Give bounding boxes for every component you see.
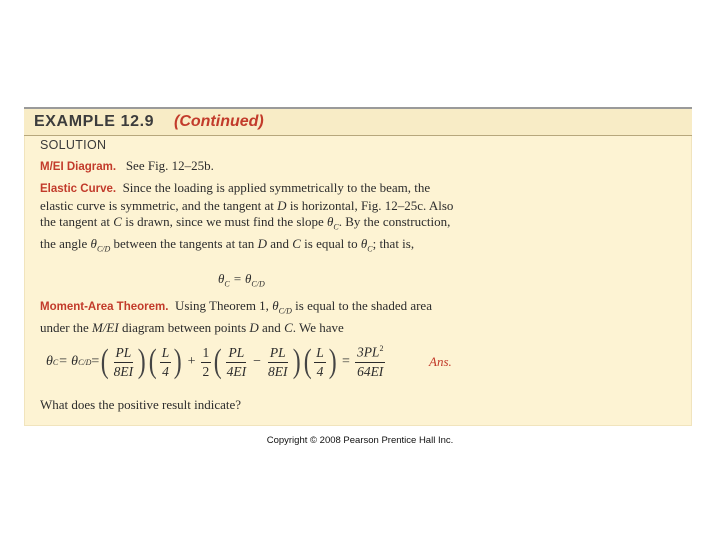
eq2-theta-cd-sub: C/D	[78, 357, 92, 367]
moment-c: C	[284, 320, 293, 336]
example-panel	[24, 107, 692, 426]
mei-diagram-paragraph	[40, 158, 460, 176]
theta-cd-sub: C/D	[96, 244, 111, 254]
theta-c2: θ	[360, 236, 368, 252]
elastic-c2: C	[292, 236, 301, 252]
moment-area-heading: Moment-Area Theorem.	[40, 301, 169, 313]
moment-text-3: diagram between points	[118, 320, 250, 336]
eq1-lhs: θ	[218, 271, 225, 286]
eq1-rhs-sub: C/D	[251, 279, 265, 289]
moment-text-2: is equal to the shaded area under the	[40, 298, 432, 336]
eq1-rhs: = θ	[229, 271, 252, 286]
elastic-text-3: is drawn, since we must find the slope	[121, 214, 328, 229]
frac-result: $\frac{3PL^2}{64EI}$	[356, 344, 384, 379]
eq2-plus: +	[187, 354, 196, 369]
frac-pl-8ei: $\frac{PL}{8EI}$	[113, 344, 134, 379]
eq2-theta: θ	[46, 354, 53, 369]
frac-pl-4ei: $\frac{PL}{4EI}$	[226, 344, 247, 379]
mei-diagram-text: See Fig. 12–25b.	[125, 158, 214, 173]
elastic-c: C	[113, 214, 122, 229]
eq1-lhs-sub: C	[224, 279, 230, 289]
copyright-notice: Copyright © 2008 Pearson Prentice Hall Inc.	[266, 435, 454, 446]
moment-theta: θ	[272, 298, 279, 313]
eq2-theta-cd: = θ	[58, 354, 79, 369]
final-question: What does the positive result indicate?	[40, 397, 242, 412]
example-label: EXAMPLE 12.9	[34, 111, 160, 133]
continued-label: (Continued)	[174, 113, 264, 130]
eq2-theta-sub: C	[52, 357, 59, 367]
theta-cd: θ	[90, 236, 97, 252]
elastic-d2: D	[257, 236, 267, 252]
theta-c-sub: C	[333, 222, 339, 232]
moment-text-1: Using Theorem 1,	[174, 298, 273, 313]
elastic-curve-paragraph	[40, 180, 460, 258]
frac-l-4: $\frac{L}{4}$	[161, 344, 170, 379]
mei-diagram-heading: M/EI Diagram.	[40, 161, 117, 173]
elastic-text-8: ; that is,	[372, 236, 415, 252]
example-header	[24, 107, 692, 136]
elastic-text-5: between the tangents at tan	[110, 236, 258, 252]
elastic-d: D	[277, 197, 287, 213]
frac-1-2: $\frac{1}{2}$	[202, 344, 210, 379]
moment-text-4: and	[258, 320, 285, 336]
solution-label: SOLUTION	[40, 138, 107, 152]
moment-theta-sub: C/D	[278, 306, 292, 316]
eq2-equals: =	[91, 354, 100, 369]
equation-main: θ C = θ C/D = ( $\frac{PL}{8EI}$ ) ( $\frac{L}{4}$ ) + $\frac{1}{2}$ ( $\frac{PL}{4EI}$ − $\frac{PL}{8EI}$ ) ( $\frac{L}{4}$ ) = $\frac{3PL^2}{64EI}$	[46, 343, 384, 380]
theta-c2-sub: C	[367, 244, 373, 254]
frac-l-4-2: $\frac{L}{4}$	[316, 344, 324, 379]
elastic-text-2: is horizontal, Fig. 12–25c. Also the tangent at	[40, 197, 454, 229]
eq2-equals-2: =	[342, 354, 350, 369]
moment-mei: M/EI	[91, 320, 119, 336]
theta-c: θ	[327, 214, 334, 229]
elastic-text-7: is equal to	[300, 236, 361, 252]
moment-area-paragraph	[40, 298, 460, 337]
elastic-curve-heading: Elastic Curve.	[40, 183, 117, 195]
moment-d: D	[249, 320, 259, 336]
elastic-text-4: . By the construction, the angle	[40, 214, 451, 252]
ans-label: Ans.	[429, 354, 452, 369]
eq2-minus: −	[253, 354, 262, 369]
frac-pl-8ei-2: $\frac{PL}{8EI}$	[268, 344, 288, 379]
equation-theta-c	[218, 271, 265, 289]
moment-text-5: . We have	[292, 320, 344, 336]
elastic-text-1: Since the loading is applied symmetrically to the beam, the elastic curve is symmetric, and the tangent at	[40, 180, 431, 213]
elastic-text-6: and	[266, 236, 293, 252]
